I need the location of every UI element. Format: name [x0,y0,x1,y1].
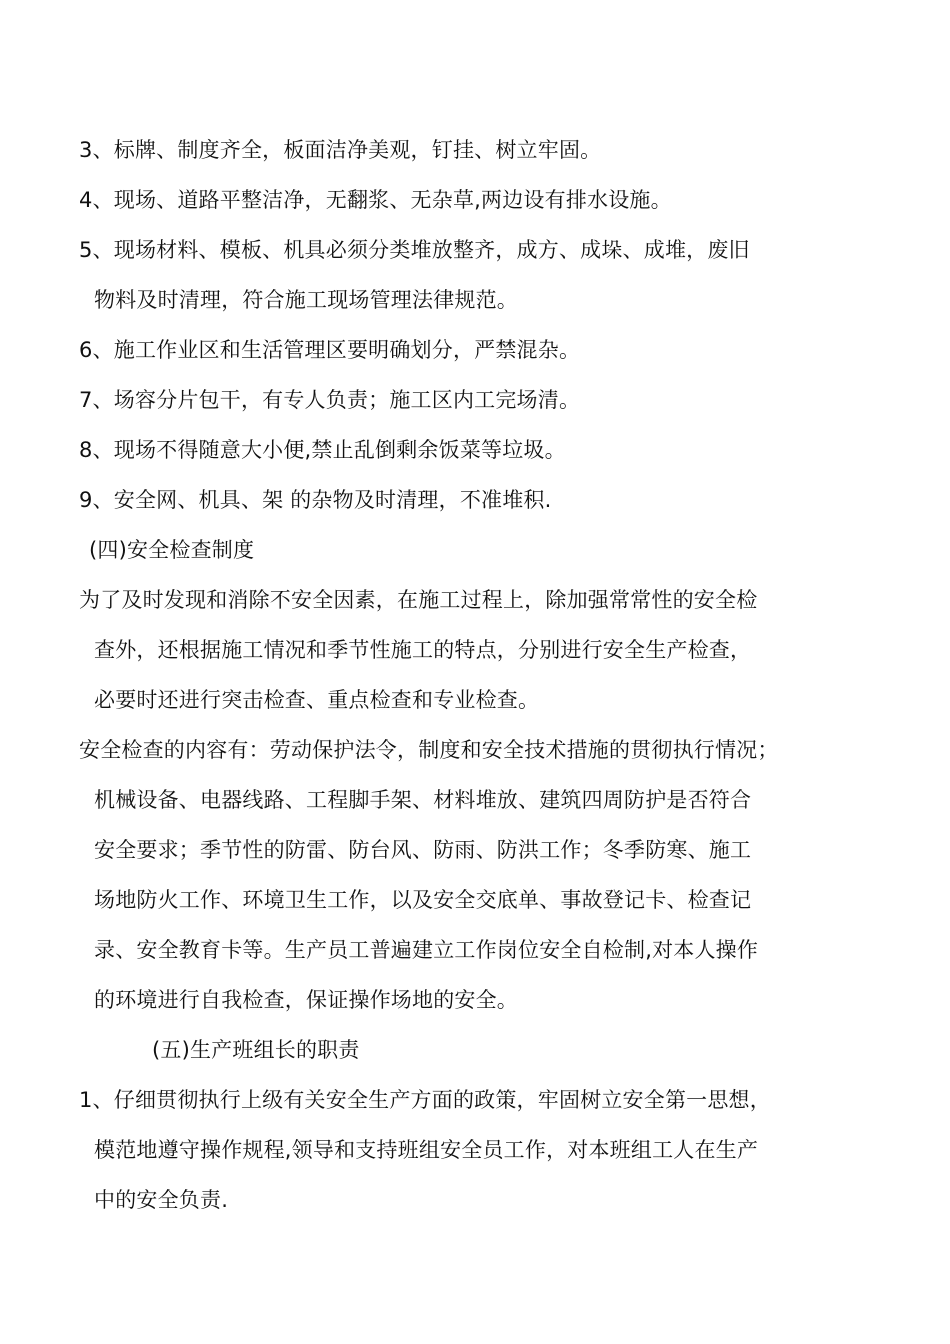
text-line-13: 安全检查的内容有：劳动保护法令，制度和安全技术措施的贯彻执行情况； [79,738,779,762]
text-line-1: 3、标牌、制度齐全，板面洁净美观，钉挂、树立牢固。 [79,138,602,162]
text-line-18: 的环境进行自我检查，保证操作场地的安全。 [94,988,518,1012]
text-line-8: 9、安全网、机具、架 的杂物及时清理，不准堆积. [79,488,552,512]
text-line-16: 场地防火工作、环境卫生工作，以及安全交底单、事故登记卡、检查记 [94,888,752,912]
text-line-3: 5、现场材料、模板、机具必须分类堆放整齐，成方、成垛、成堆，废旧 [79,238,750,262]
text-line-11: 查外，还根据施工情况和季节性施工的特点，分别进行安全生产检查， [94,638,752,662]
text-line-7: 8、现场不得随意大小便,禁止乱倒剩余饭菜等垃圾。 [79,438,566,462]
section-heading-5: (五)生产班组长的职责 [152,1038,360,1062]
text-line-22: 中的安全负责. [94,1188,229,1212]
text-line-2: 4、现场、道路平整洁净，无翻浆、无杂草,两边设有排水设施。 [79,188,672,212]
text-line-15: 安全要求；季节性的防雷、防台风、防雨、防洪工作；冬季防寒、施工 [94,838,752,862]
text-line-20: 1、仔细贯彻执行上级有关安全生产方面的政策，牢固树立安全第一思想， [79,1088,771,1112]
text-line-4: 物料及时清理，符合施工现场管理法律规范。 [94,288,518,312]
text-line-21: 模范地遵守操作规程,领导和支持班组安全员工作，对本班组工人在生产 [94,1138,759,1162]
text-line-17: 录、安全教育卡等。生产员工普遍建立工作岗位安全自检制,对本人操作 [94,938,759,962]
text-line-6: 7、场容分片包干，有专人负责；施工区内工完场清。 [79,388,581,412]
text-line-12: 必要时还进行突击检查、重点检查和专业检查。 [94,688,540,712]
text-line-5: 6、施工作业区和生活管理区要明确划分，严禁混杂。 [79,338,581,362]
text-line-14: 机械设备、电器线路、工程脚手架、材料堆放、建筑四周防护是否符合 [94,788,752,812]
section-heading-4: (四)安全检查制度 [89,538,255,562]
text-line-10: 为了及时发现和消除不安全因素，在施工过程上，除加强常常性的安全检 [79,588,758,612]
